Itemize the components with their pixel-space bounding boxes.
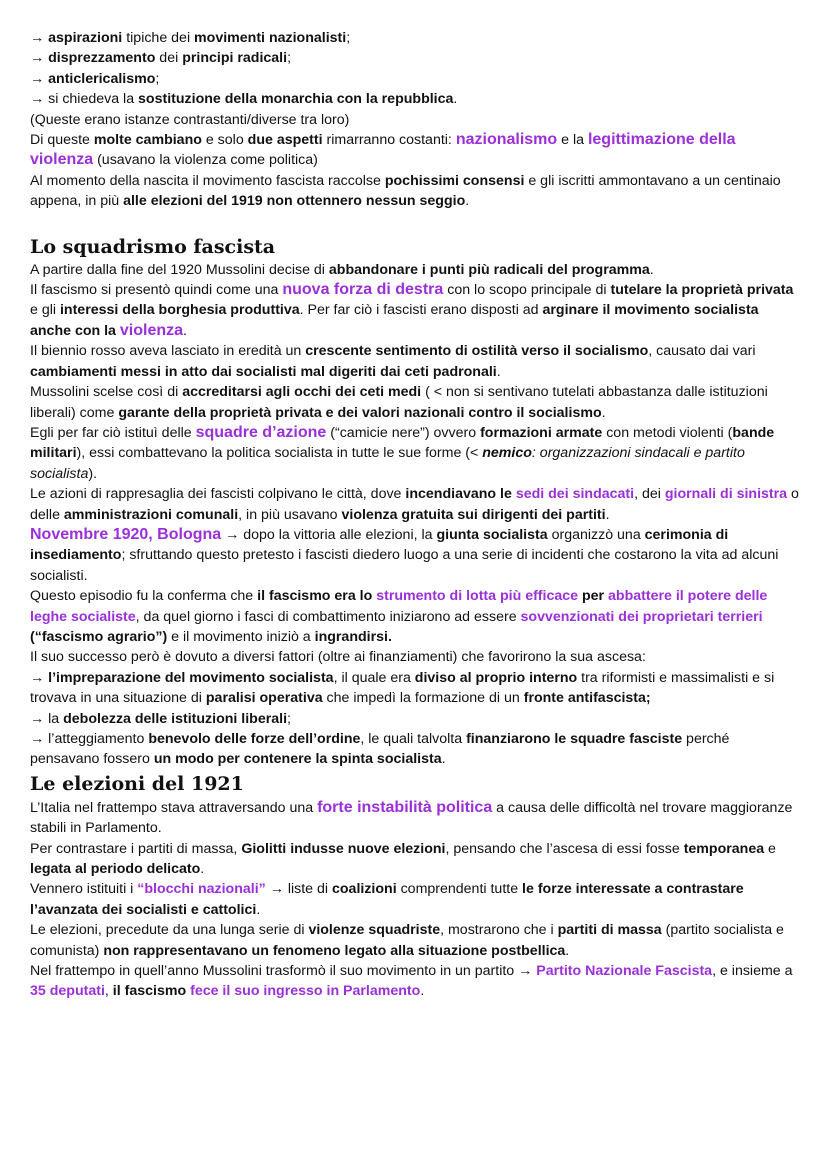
list-item: → si chiedeva la sostituzione della monarchia con la repubblica. xyxy=(30,91,458,108)
paragraph: Nel frattempo in quell’anno Mussolini trasformò il suo movimento in un partito → Partito Nazionale Fascista, e insieme a 35 deputati, il fascismo fece il suo ingresso in Parlamento. xyxy=(30,963,793,1000)
paragraph: Egli per far ciò istituì delle squadre d’azione (“camicie nere”) ovvero formazioni armate con metodi violenti (bande militari), essi combattevano la politica socialista in tutte le sue forme (< nemico: organizzazioni sindacali e partito socialista). xyxy=(30,423,775,482)
list-item: → aspirazioni tipiche dei movimenti nazionalisti; xyxy=(30,30,351,46)
paragraph: L’Italia nel frattempo stava attraversando una forte instabilità politica a causa delle difficoltà nel trovare maggioranze stabili in Parlamento. xyxy=(30,798,793,837)
paragraph: Le elezioni, precedute da una lunga serie di violenze squadriste, mostrarono che i partiti di massa (partito socialista e comunista) non rappresentavano un fenomeno legato alla situazione postbellica. xyxy=(30,922,784,959)
document-page xyxy=(30,28,800,1002)
paragraph: Questo episodio fu la conferma che il fascismo era lo strumento di lotta più efficace per abbattere il potere delle leghe socialiste, da quel giorno i fasci di combattimento iniziarono ad essere sovvenzionati dei proprietari terrieri (“fascismo agrario”) e il movimento iniziò a ingrandirsi. xyxy=(30,588,768,645)
section-heading-squadrismo: Lo squadrismo fascista xyxy=(30,235,276,258)
paragraph: Al momento della nascita il movimento fascista raccolse pochissimi consensi e gli iscritti ammontavano a un centinaio appena, in più alle elezioni del 1919 non ottennero nessun seggio. xyxy=(30,172,781,210)
list-item: → l’atteggiamento benevolo delle forze dell’ordine, le quali talvolta finanziarono le squadre fasciste perché pensavano fossero un modo per contenere la spinta socialista. xyxy=(30,731,730,768)
paragraph: Novembre 1920, Bologna → dopo la vittoria alle elezioni, la giunta socialista organizzò una cerimonia di insediamento; sfruttando questo pretesto i fascisti diedero luogo a una serie di incidenti che costarono la vita ad alcuni socialisti. xyxy=(30,525,779,584)
section-heading-elezioni: Le elezioni del 1921 xyxy=(30,772,244,795)
paragraph: Il fascismo si presentò quindi come una nuova forza di destra con lo scopo principale di tutelare la proprietà privata e gli interessi della borghesia produttiva. Per far ciò i fascisti erano disposti ad arginare il movimento socialista anche con la violenza. xyxy=(30,281,794,339)
paragraph: Di queste molte cambiano e solo due aspetti rimarranno costanti: nazionalismo e la legittimazione della violenza (usavano la violenza come politica) xyxy=(30,131,736,169)
paragraph: Per contrastare i partiti di massa, Giolitti indusse nuove elezioni, pensando che l’ascesa di essi fosse temporanea e legata al periodo delicato. xyxy=(30,840,776,878)
paragraph: Mussolini scelse così di accreditarsi agli occhi dei ceti medi ( < non si sentivano tutelati abbastanza dalle istituzioni liberali) come garante della proprietà privata e dei valori nazionali contro il socialismo. xyxy=(30,384,768,421)
intro-note: (Queste erano istanze contrastanti/diverse tra loro) xyxy=(30,111,350,128)
paragraph: Il biennio rosso aveva lasciato in eredità un crescente sentimento di ostilità verso il socialismo, causato dai vari cambiamenti messi in atto dai socialisti mal digeriti dai ceti padronali. xyxy=(30,343,756,380)
list-item: → la debolezza delle istituzioni liberali; xyxy=(30,710,291,727)
paragraph: Il suo successo però è dovuto a diversi fattori (oltre ai finanziamenti) che favorirono la sua ascesa: xyxy=(30,649,646,666)
paragraph: Le azioni di rappresaglia dei fascisti colpivano le città, dove incendiavano le sedi dei sindacati, dei giornali di sinistra o delle amministrazioni comunali, in più usavano violenza gratuita sui dirigenti dei partiti. xyxy=(30,486,799,523)
list-item: → l’impreparazione del movimento socialista, il quale era diviso al proprio interno tra riformisti e massimalisti e si trovava in una situazione di paralisi operativa che impedì la formazione di un fronte antifascista; xyxy=(30,669,775,707)
list-item: → anticlericalismo; xyxy=(30,70,160,87)
paragraph: A partire dalla fine del 1920 Mussolini decise di abbandonare i punti più radicali del programma. xyxy=(30,261,654,278)
list-item: → disprezzamento dei principi radicali; xyxy=(30,50,292,67)
paragraph: Vennero istituiti i “blocchi nazionali” → liste di coalizioni comprendenti tutte le forze interessate a contrastare l’avanzata dei socialisti e cattolici. xyxy=(30,881,744,918)
